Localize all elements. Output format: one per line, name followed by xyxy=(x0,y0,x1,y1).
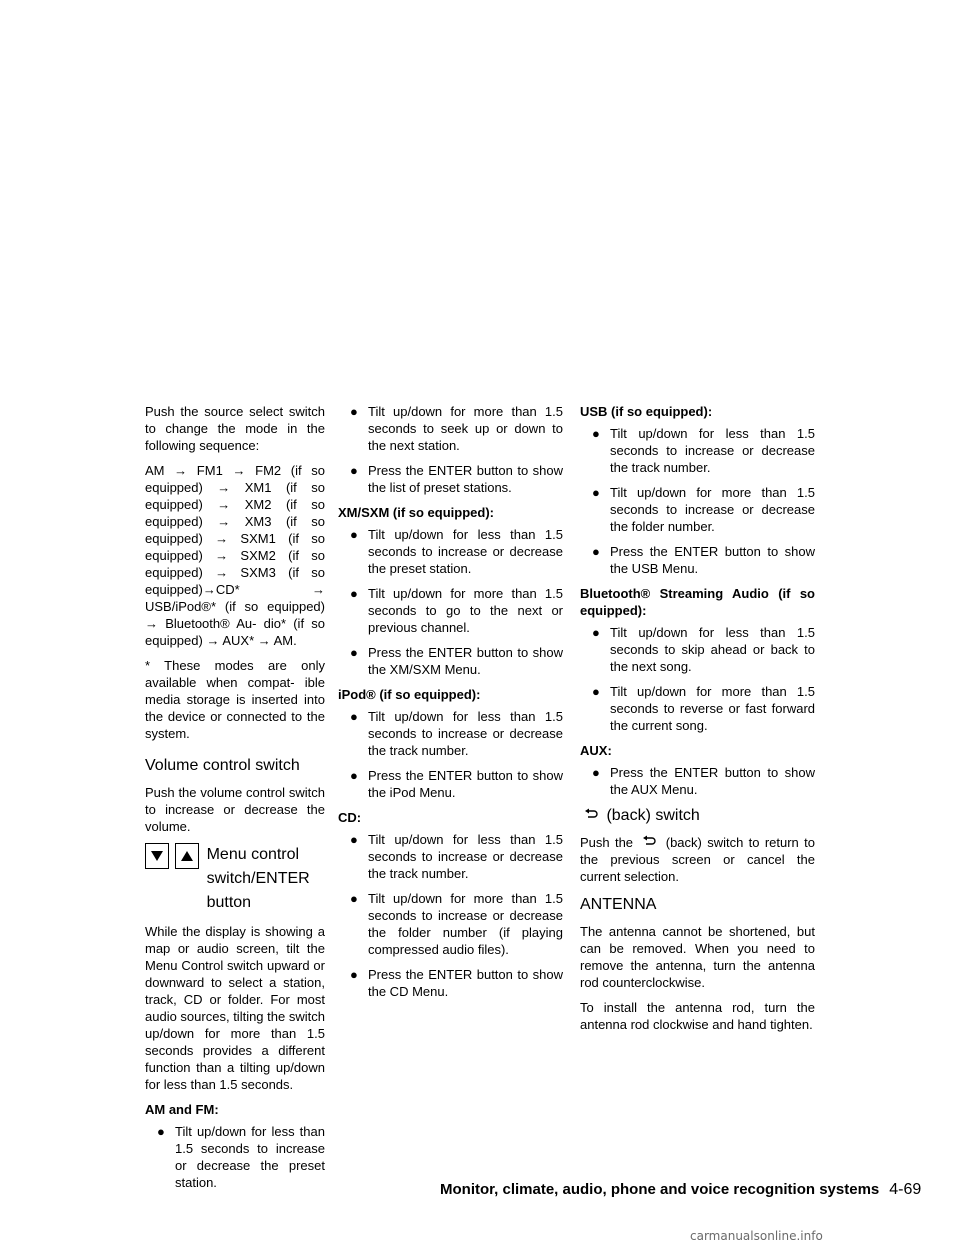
bullet-icon: ● xyxy=(350,832,358,847)
page-footer xyxy=(440,1181,922,1198)
bullet-icon: ● xyxy=(350,586,358,601)
list-item: ● Tilt up/down for less than 1.5 seconds to increase or decrease the preset station. xyxy=(157,1124,325,1190)
list-item: ● Tilt up/down for less than 1.5 seconds to increase or decrease the track number. xyxy=(350,832,563,881)
column-3 xyxy=(580,403,815,1041)
bullet-icon: ● xyxy=(350,891,358,906)
mode-sequence: AM → FM1 → FM2 (if so equipped) → XM1 (if so equipped) → XM2 (if so equipped) → XM3 (if so equipped) → SXM1 (if so equipped) → SXM2 (if so equipped) → SXM3 (if so equipped)→CD* → USB/iPod®* (if so equipped) → Bluetooth® Au- dio* (if so equipped) → AUX* → AM. xyxy=(145,463,325,648)
usb-heading: USB (if so equipped): xyxy=(580,404,713,419)
amfm-heading: AM and FM: xyxy=(145,1102,219,1117)
antenna-heading: ANTENNA xyxy=(580,896,657,913)
down-arrow-icon xyxy=(145,843,169,869)
bullet-icon: ● xyxy=(592,426,600,441)
back-switch-heading: (back) switch xyxy=(580,806,815,826)
column-2 xyxy=(338,403,563,1008)
list-item: ● Press the ENTER button to show the list of preset stations. xyxy=(350,463,563,495)
menu-heading-line2: switch/ENTER button xyxy=(206,870,310,911)
bluetooth-heading: Bluetooth® Streaming Audio (if so equipped): xyxy=(580,586,815,618)
list-item: ● Press the ENTER button to show the XM/SXM Menu. xyxy=(350,645,563,677)
list-item: ● Tilt up/down for less than 1.5 seconds to increase or decrease the preset station. xyxy=(350,527,563,576)
bullet-icon: ● xyxy=(350,709,358,724)
volume-heading: Volume control switch xyxy=(145,757,300,774)
bullet-icon: ● xyxy=(350,768,358,783)
list-item: ● Tilt up/down for more than 1.5 seconds to go to the next or previous channel. xyxy=(350,586,563,635)
bullet-icon: ● xyxy=(592,544,600,559)
bullet-icon: ● xyxy=(157,1124,165,1139)
antenna-text-2: To install the antenna rod, turn the antenna rod clockwise and hand tighten. xyxy=(580,1000,815,1032)
bullet-icon: ● xyxy=(350,463,358,478)
bullet-icon: ● xyxy=(592,765,600,780)
up-arrow-icon xyxy=(175,843,199,869)
modes-note: * These modes are only available when compat- ible media storage is inserted into the device or connected to the system. xyxy=(145,658,325,741)
list-item: ● Tilt up/down for less than 1.5 seconds to increase or decrease the track number. xyxy=(592,426,815,475)
list-item: ● Tilt up/down for less than 1.5 seconds to skip ahead or back to the next song. xyxy=(592,625,815,674)
bullet-icon: ● xyxy=(592,684,600,699)
xm-heading: XM/SXM (if so equipped): xyxy=(338,505,494,520)
menu-heading-line1: Menu control xyxy=(206,846,300,863)
back-arrow-icon xyxy=(642,835,656,849)
back-switch-text: Push the (back) switch to return to the previous screen or cancel the current selection. xyxy=(580,835,815,884)
bullet-icon: ● xyxy=(350,527,358,542)
bullet-icon: ● xyxy=(592,625,600,640)
ipod-heading: iPod® (if so equipped): xyxy=(338,687,481,702)
back-arrow-icon xyxy=(584,808,598,822)
list-item: ● Tilt up/down for more than 1.5 seconds to increase or decrease the folder number (if playing compressed audio files). xyxy=(350,891,563,957)
antenna-text-1: The antenna cannot be shortened, but can be removed. When you need to remove the antenna, turn the antenna rod counterclockwise. xyxy=(580,924,815,990)
list-item: ● Press the ENTER button to show the CD Menu. xyxy=(350,967,563,999)
bullet-icon: ● xyxy=(592,485,600,500)
section-title: Monitor, climate, audio, phone and voice recognition systems xyxy=(440,1181,880,1198)
watermark: carmanualsonline.info xyxy=(690,1229,823,1243)
menu-control-heading xyxy=(145,843,325,915)
cd-heading: CD: xyxy=(338,810,362,825)
volume-text: Push the volume control switch to increase or decrease the volume. xyxy=(145,785,325,834)
list-item: ● Press the ENTER button to show the iPod Menu. xyxy=(350,768,563,800)
list-item: ● Press the ENTER button to show the AUX Menu. xyxy=(592,765,815,797)
list-item: ● Tilt up/down for more than 1.5 seconds to reverse or fast forward the current song. xyxy=(592,684,815,733)
intro-paragraph: Push the source select switch to change the mode in the following sequence: xyxy=(145,404,325,453)
aux-heading: AUX: xyxy=(580,743,612,758)
bullet-icon: ● xyxy=(350,967,358,982)
list-item: ● Tilt up/down for less than 1.5 seconds to increase or decrease the track number. xyxy=(350,709,563,758)
bullet-icon: ● xyxy=(350,404,358,419)
column-1 xyxy=(145,403,325,1199)
list-item: ● Tilt up/down for more than 1.5 seconds to increase or decrease the folder number. xyxy=(592,485,815,534)
page-number: 4-69 xyxy=(889,1181,922,1198)
list-item: ● Tilt up/down for more than 1.5 seconds to seek up or down to the next station. xyxy=(350,404,563,453)
menu-text: While the display is showing a map or audio screen, tilt the Menu Control switch upward or downward to select a station, track, CD or folder. For most audio sources, tilting the switch up/down for more than 1.5 seconds provides a different function than a tilting up/down for less than 1.5 seconds. xyxy=(145,924,325,1092)
bullet-icon: ● xyxy=(350,645,358,660)
list-item: ● Press the ENTER button to show the USB Menu. xyxy=(592,544,815,576)
